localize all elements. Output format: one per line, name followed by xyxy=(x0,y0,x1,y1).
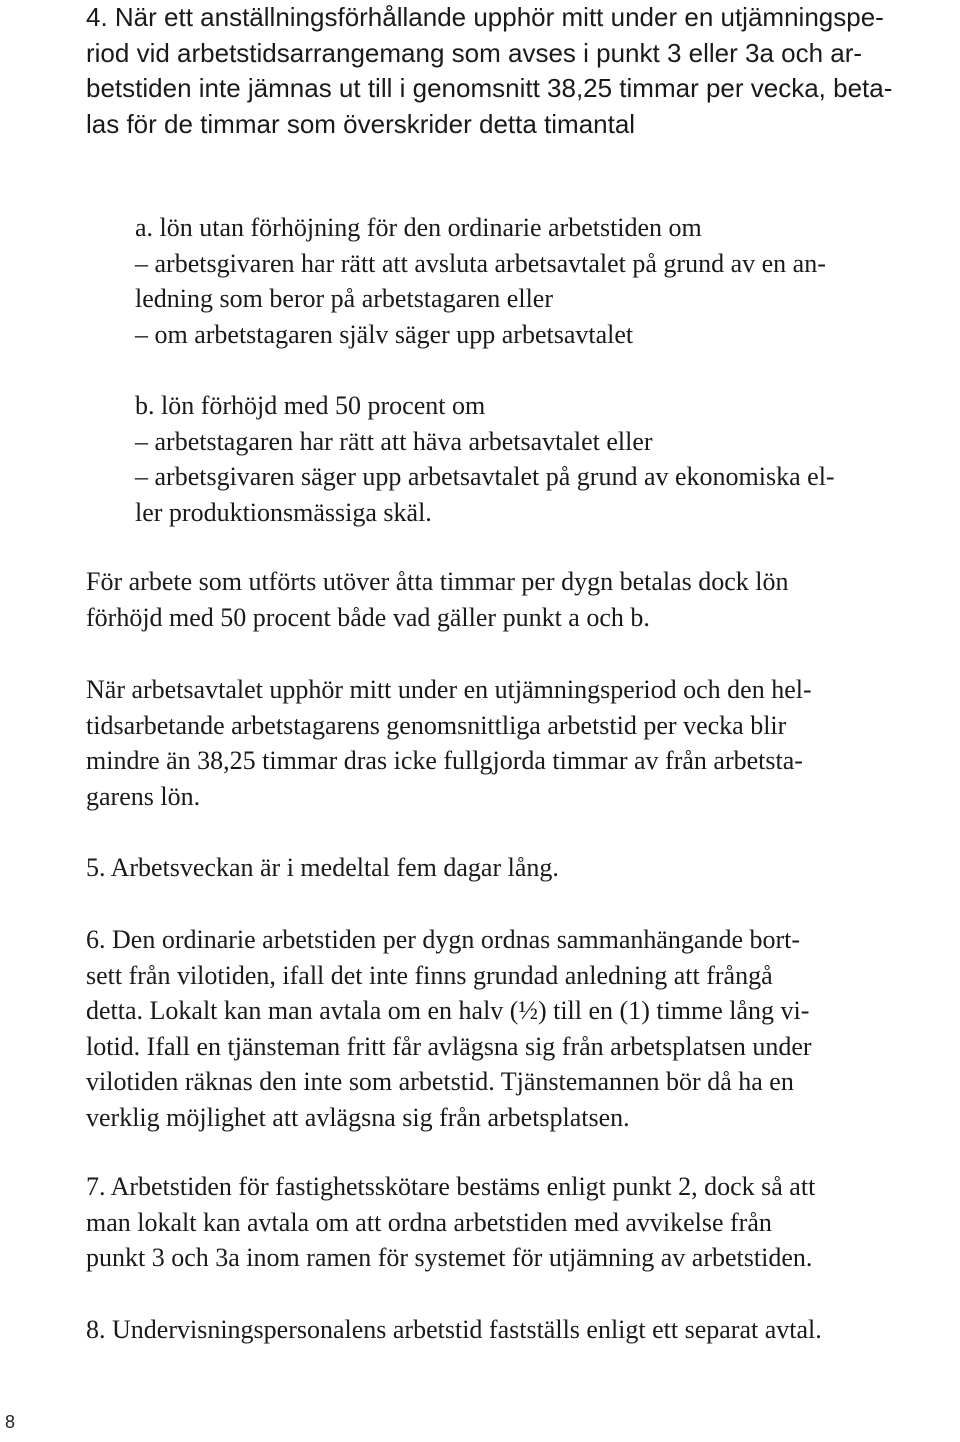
item-b-line-3: – arbetsgivaren säger upp arbetsavtalet på grund av ekonomiska el- xyxy=(135,462,835,491)
termination-line-3: mindre än 38,25 timmar dras icke fullgjorda timmar av från arbetsta- xyxy=(86,746,803,775)
paragraph-7-line-1: 7. Arbetstiden för fastighetsskötare bestäms enligt punkt 2, dock så att xyxy=(86,1172,816,1201)
intro-line-1: 4. När ett anställningsförhållande upphör mitt under en utjämningspe- xyxy=(86,2,884,32)
item-a-line-3: ledning som beror på arbetstagaren eller xyxy=(135,284,553,313)
termination-line-1: När arbetsavtalet upphör mitt under en utjämningsperiod och den hel- xyxy=(86,675,812,704)
paragraph-5-line-1: 5. Arbetsveckan är i medeltal fem dagar lång. xyxy=(86,853,559,882)
item-a xyxy=(86,210,826,352)
paragraph-6-line-5: vilotiden räknas den inte som arbetstid. Tjänstemannen bör då ha en xyxy=(86,1067,794,1096)
paragraph-6-line-2: sett från vilotiden, ifall det inte finns grundad anledning att frångå xyxy=(86,960,773,990)
paragraph-6-line-1: 6. Den ordinarie arbetstiden per dygn ordnas sammanhängande bort- xyxy=(86,925,801,954)
intro-line-4: las för de timmar som överskrider detta timantal xyxy=(86,108,636,139)
paragraph-6-line-4: lotid. Ifall en tjänsteman fritt får avlägsna sig från arbetsplatsen under xyxy=(86,1031,812,1061)
paragraph-6-line-3: detta. Lokalt kan man avtala om en halv (½) till en (1) timme lång vi- xyxy=(86,996,810,1025)
item-b-line-4: ler produktionsmässiga skäl. xyxy=(135,497,432,527)
paragraph-7-line-2: man lokalt kan avtala om att ordna arbetstiden med avvikelse från xyxy=(86,1207,772,1237)
item-b-line-2: – arbetstagaren har rätt att häva arbetsavtalet eller xyxy=(135,426,653,456)
paragraph-8-line-1: 8. Undervisningspersonalens arbetstid fastställs enligt ett separat avtal. xyxy=(86,1315,822,1344)
termination-paragraph xyxy=(86,672,812,814)
item-a-line-4: – om arbetstagaren själv säger upp arbetsavtalet xyxy=(135,319,634,349)
overtime-paragraph xyxy=(86,564,789,635)
intro-line-2: riod vid arbetstidsarrangemang som avses i punkt 3 eller 3a och ar- xyxy=(86,37,863,68)
item-b xyxy=(86,388,835,530)
overtime-line-1: För arbete som utförts utöver åtta timmar per dygn betalas dock lön xyxy=(86,567,789,596)
page-number: 8 xyxy=(5,1412,16,1432)
paragraph-7 xyxy=(86,1169,815,1276)
termination-line-4: garens lön. xyxy=(86,781,201,811)
intro-paragraph xyxy=(86,0,892,142)
intro-line-3: betstiden inte jämnas ut till i genomsnitt 38,25 timmar per vecka, beta- xyxy=(86,73,893,103)
paragraph-8 xyxy=(86,1312,822,1348)
paragraph-6 xyxy=(86,922,812,1135)
paragraph-5 xyxy=(86,850,559,886)
overtime-line-2: förhöjd med 50 procent både vad gäller punkt a och b. xyxy=(86,602,650,632)
item-a-line-2: – arbetsgivaren har rätt att avsluta arbetsavtalet på grund av en an- xyxy=(135,248,826,278)
termination-line-2: tidsarbetande arbetstagarens genomsnittliga arbetstid per vecka blir xyxy=(86,710,787,740)
paragraph-7-line-3: punkt 3 och 3a inom ramen för systemet för utjämning av arbetstiden. xyxy=(86,1243,813,1272)
paragraph-6-line-6: verklig möjlighet att avlägsna sig från arbetsplatsen. xyxy=(86,1102,630,1132)
item-b-heading: b. lön förhöjd med 50 procent om xyxy=(135,391,486,420)
item-a-heading: a. lön utan förhöjning för den ordinarie arbetstiden om xyxy=(135,213,702,242)
